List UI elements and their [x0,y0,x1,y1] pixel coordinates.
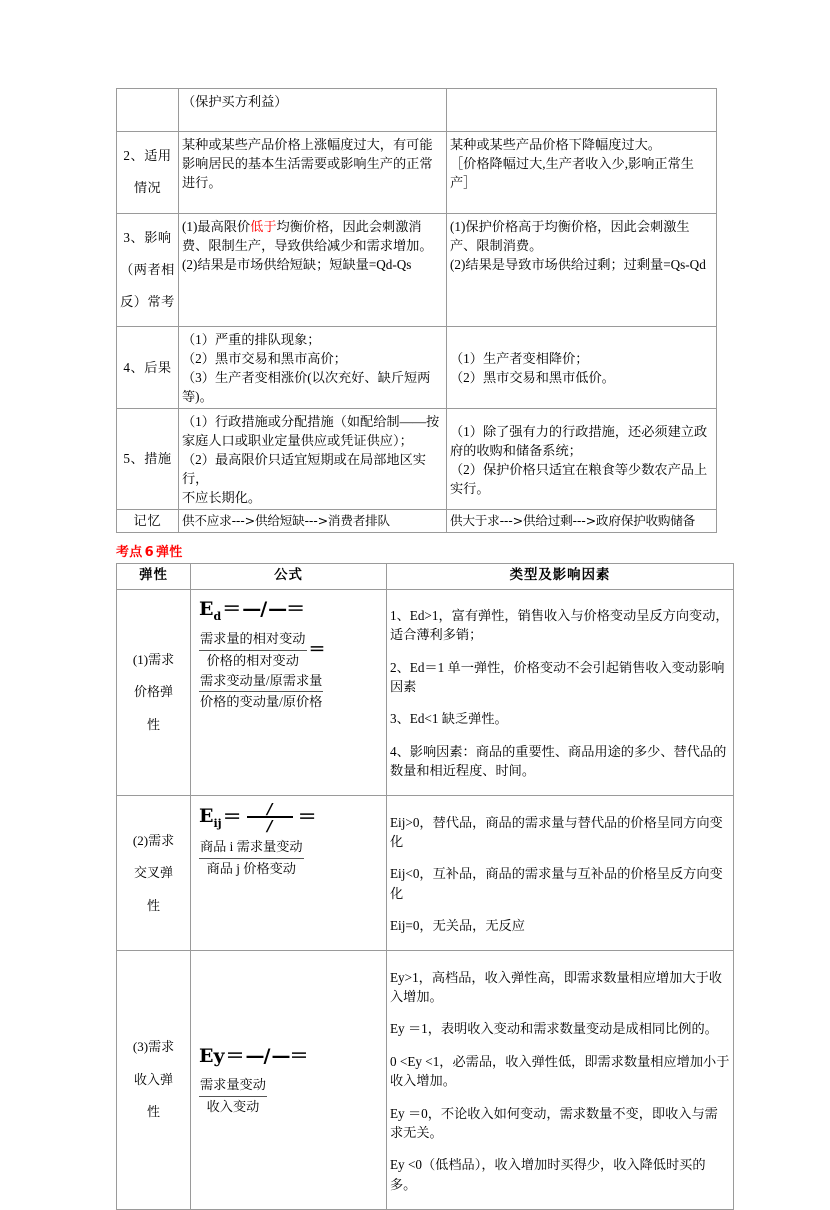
fraction-denominator: 商品 j 价格变动 [206,861,296,877]
fraction-row-1 [199,838,382,878]
section-title: 弹性 [155,545,183,561]
mini-fraction [243,800,297,836]
equals-glyph: ＝ [222,805,242,828]
cell-line: （2）黑市交易和黑市低价。 [450,370,615,386]
row-label-income-elasticity [117,951,191,1210]
cell-line: 供大于求--->供给过剩--->政府保护收购储备 [450,512,696,528]
fraction-income [199,1076,267,1116]
desc-line: Ey ＝0，不论收入如何变动，需求数量不变，即收入与需求无关。 [390,1105,718,1140]
row-left-cell [179,510,447,533]
desc-line: Ey>1，高档品，收入弹性高，即需求数量相应增加大于收入增加。 [390,969,722,1004]
formula-subscript: y [213,1044,225,1067]
row-right-cell [447,89,717,132]
cell-line: （1）除了强有力的行政措施，还必须建立政府的收购和储备系统； [450,423,708,458]
equals-glyph: ＝ [286,598,306,621]
formula-cell-ey [191,951,387,1210]
cell-line: 不应长期化。 [182,490,262,506]
dash-glyph: — [242,598,260,621]
fraction-relative [199,630,307,670]
desc-line: 2、Ed＝1 单一弹性，价格变动不会引起销售收入变动影响因素 [390,659,725,694]
label-line: 反）常考 [120,294,175,310]
cell-line: （保护买方利益） [182,94,288,109]
formula-symbol: $E_{ij}$ [199,805,222,830]
slash-glyph: / [260,598,268,621]
row-label-measures [117,409,179,510]
formula-cell-eij [191,796,387,951]
cell-line [182,217,443,255]
label-line: 4、后果 [123,359,172,375]
description-cell-ey [387,951,734,1210]
desc-line: Ey <0（低档品），收入增加时买得少，收入降低时买的多。 [390,1157,706,1192]
table-row [117,132,717,214]
table-row [117,409,717,510]
column-header-elasticity: 弹性 [117,564,191,589]
row-label-blank [117,89,179,132]
table-row [117,951,734,1210]
section-number: 6 [144,545,154,561]
cell-line: （1）生产者变相降价； [450,351,589,367]
row-left-cell [179,89,447,132]
desc-line: Eij=0，无关品，无反应 [390,918,525,934]
dash-glyph: — [268,598,286,621]
formula-header [199,800,382,836]
cell-line: ［价格降幅过大,生产者收入少,影响正常生产］ [450,156,694,190]
cell-line: （1）行政措施或分配措施（如配给制——按家庭人口或职业定量供应或凭证供应）； [182,414,440,449]
cell-line: （3）生产者变相涨价(以次充好、缺斤短两等)。 [182,370,431,405]
description-cell-eij [387,796,734,951]
formula-header [199,596,382,625]
fraction-denominator: 价格的变动量/原价格 [200,694,323,710]
mini-numerator: / [266,800,273,819]
cell-line: （2）保护价格只适宜在粮食等少数农产品上实行。 [450,461,708,496]
cell-line: 某种或某些产品价格下降幅度过大。 [450,137,661,152]
formula-cell-ed [191,589,387,796]
label-line: 记忆 [133,513,162,529]
label-line: 价格弹 [133,684,173,700]
formula-symbol: $E_d$ [199,597,222,623]
fraction-numerator: 商品 i 需求量变动 [199,838,304,859]
equals-glyph: ＝ [308,640,326,661]
label-line: (1)需求 [132,651,175,667]
label-line: (3)需求 [132,1039,175,1055]
row-right-cell [447,409,717,510]
cell-line: 供不应求--->供给短缺--->消费者排队 [182,512,390,528]
row-left-cell [179,132,447,214]
label-line: 3、影响 [123,229,172,245]
desc-line: Ey ＝1，表明收入变动和需求数量变动是成相同比例的。 [390,1021,718,1037]
desc-line: 3、Ed<1 缺乏弹性。 [390,711,508,727]
cell-text: (1)最高限价 [182,218,251,234]
cell-line: (2)结果是市场供给短缺；短缺量=Qd-Qs [182,256,412,272]
row-right-cell [447,510,717,533]
slash-glyph: / [263,1044,271,1067]
row-label-memory [117,510,179,533]
row-label-impact [117,213,179,327]
formula-header [199,1043,382,1070]
section-prefix: 考点 [116,545,143,561]
label-line: 收入弹 [133,1071,173,1087]
fraction-numerator: 需求量的相对变动 [199,630,307,651]
row-left-cell [179,213,447,327]
label-line: 性 [146,716,160,732]
document-body [116,88,730,1210]
fraction-row-1 [199,1076,382,1116]
desc-line: Eij<0，互补品，商品的需求量与互补品的价格呈反方向变化 [390,866,723,901]
row-label-cross-elasticity [117,796,191,951]
cell-line: （2）最高限价只适宜短期或在局部地区实行， [182,452,426,487]
section-heading [116,541,716,560]
elasticity-table [116,563,734,1210]
desc-line: 1、Ed>1，富有弹性，销售收入与价格变动呈反方向变动，适合薄利多销； [390,607,729,643]
formula-symbol: Ey [199,1044,225,1067]
dash-glyph: — [245,1044,263,1067]
table-row [117,327,717,409]
row-left-cell [179,327,447,409]
desc-line: Eij>0，替代品，商品的需求量与替代品的价格呈同方向变化 [390,814,723,849]
table-row [117,796,734,951]
equals-glyph: ＝ [297,805,317,828]
equals-glyph: ＝ [225,1044,245,1067]
table-row [117,213,717,327]
label-line: 性 [146,1104,160,1120]
formula-subscript: d [213,609,222,623]
desc-line: 4、影响因素：商品的重要性、商品用途的多少、替代品的数量和相近程度、时间。 [390,743,727,778]
row-right-cell [447,132,717,214]
column-header-formula: 公式 [191,564,387,589]
table-header-row [117,564,734,589]
label-line: (2)需求 [132,832,175,848]
cell-text: 均衡价格，因此会刺激消费、限制生产，导致供给减少和需求增加。 [182,218,433,253]
desc-line: 0 <Ey <1，必需品，收入弹性低，即需求数量相应增加小于收入增加。 [390,1053,730,1089]
formula-subscript: ij [213,816,222,830]
fraction-row-2 [199,672,382,712]
row-label-applicable [117,132,179,214]
equals-glyph: ＝ [289,1044,309,1067]
fraction-absolute [199,672,323,712]
table-row [117,589,734,796]
fraction-numerator: 需求变动量/原需求量 [199,672,323,693]
label-line: 交叉弹 [133,865,173,881]
description-cell-ed [387,589,734,796]
row-label-consequence [117,327,179,409]
label-line: 5、措施 [123,451,172,467]
cell-line: （1）严重的排队现象； [182,332,321,348]
price-control-table [116,88,717,533]
row-left-cell [179,409,447,510]
row-right-cell [447,327,717,409]
cell-line: 某种或某些产品价格上涨幅度过大，有可能影响居民的基本生活需要或影响生产的正常进行。 [182,137,433,190]
equals-glyph: ＝ [222,598,242,621]
fraction-row-1 [199,630,382,670]
cell-line: （2）黑市交易和黑市高价； [182,351,347,367]
table-row-memory [117,510,717,533]
label-line: 情况 [133,180,162,196]
label-line: 2、适用 [123,148,172,164]
label-line: 性 [146,897,160,913]
dash-glyph: — [271,1044,289,1067]
row-label-price-elasticity [117,589,191,796]
fraction-cross [199,838,304,878]
mini-denominator: / [266,817,273,836]
fraction-denominator: 价格的相对变动 [206,653,299,668]
column-header-types: 类型及影响因素 [387,564,734,589]
table-row [117,89,717,132]
label-line: （两者相 [120,261,175,277]
fraction-numerator: 需求量变动 [199,1076,267,1097]
highlighted-text: 低于 [250,218,277,234]
cell-line: (2)结果是导致市场供给过剩；过剩量=Qs-Qd [450,256,706,272]
row-right-cell [447,213,717,327]
fraction-denominator: 收入变动 [206,1098,260,1114]
cell-line: (1)保护价格高于均衡价格，因此会刺激生产、限制消费。 [450,218,690,253]
